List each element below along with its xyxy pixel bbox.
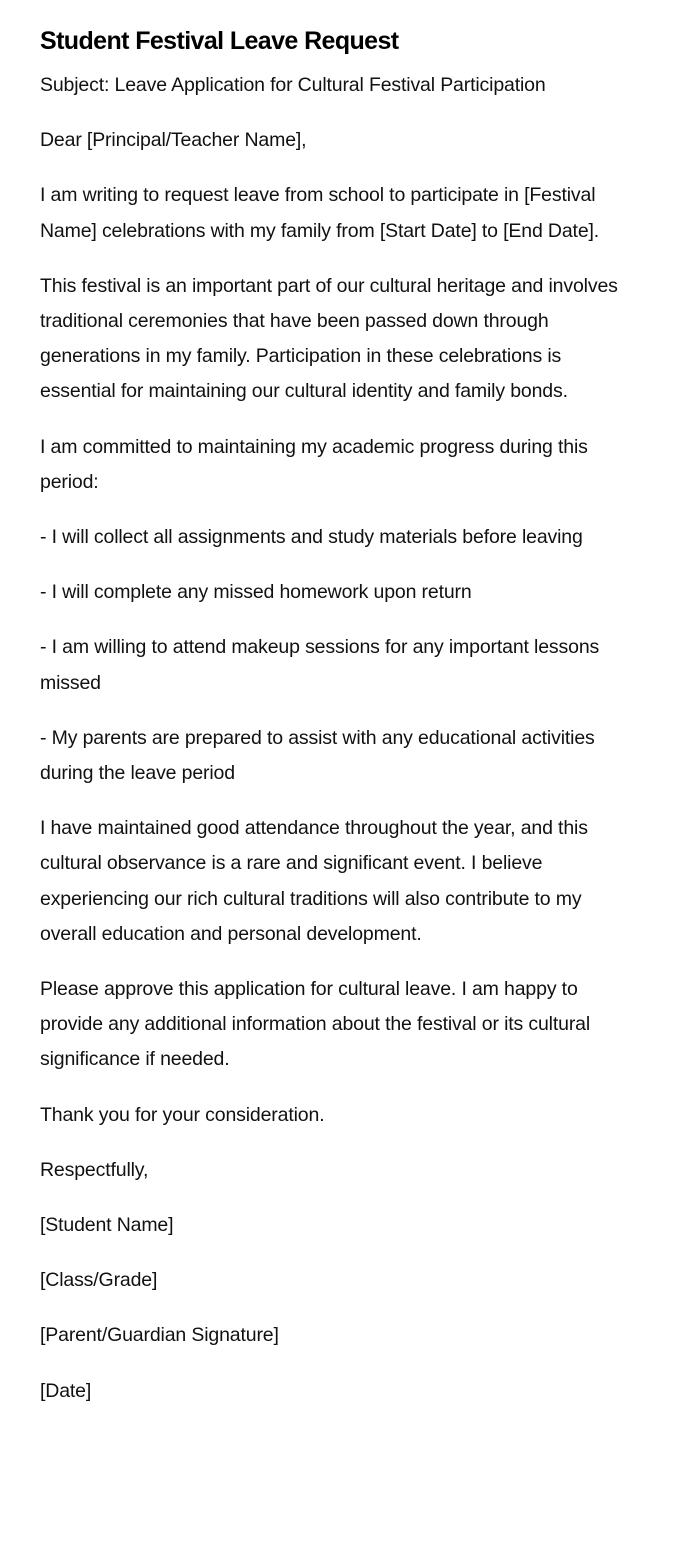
parent-signature-field: [Parent/Guardian Signature] [40,1324,279,1347]
salutation: Dear [Principal/Teacher Name], [40,129,307,152]
commitment-item: - I will collect all assignments and study materials before leaving [40,526,583,549]
signature-block [40,1208,640,1409]
commitment-item: - I will complete any missed homework upon return [40,581,472,604]
heritage-paragraph: This festival is an important part of our cultural heritage and involves traditional ceremonies that have been passed down through generations in my family. Participation in these celebrations is essential for maintaining our cultural identity and family bonds. [40,274,618,403]
approval-request-paragraph: Please approve this application for cultural leave. I am happy to provide any additional information about the festival or its cultural significance if needed. [40,978,591,1071]
document-title: Student Festival Leave Request [40,27,399,55]
thank-you-line: Thank you for your consideration. [40,1103,325,1126]
class-grade-field: [Class/Grade] [40,1269,158,1292]
subject-line: Subject: Leave Application for Cultural Festival Participation [40,74,546,96]
commitment-list [40,520,640,791]
leave-request-document [40,22,640,1429]
student-name-field: [Student Name] [40,1214,174,1237]
commitment-intro: I am committed to maintaining my academic progress during this period: [40,435,588,493]
sign-off: Respectfully, [40,1158,149,1181]
date-field: [Date] [40,1379,92,1402]
commitment-item: - I am willing to attend makeup sessions for any important lessons missed [40,636,600,694]
intro-paragraph: I am writing to request leave from school to participate in [Festival Name] celebrations with my family from [Start Date] to [End Date]. [40,184,600,242]
attendance-paragraph: I have maintained good attendance throughout the year, and this cultural observance is a rare and significant event. I believe experiencing our rich cultural traditions will also contribute to my overall education and personal development. [40,817,588,945]
commitment-item: - My parents are prepared to assist with any educational activities during the leave period [40,726,595,785]
